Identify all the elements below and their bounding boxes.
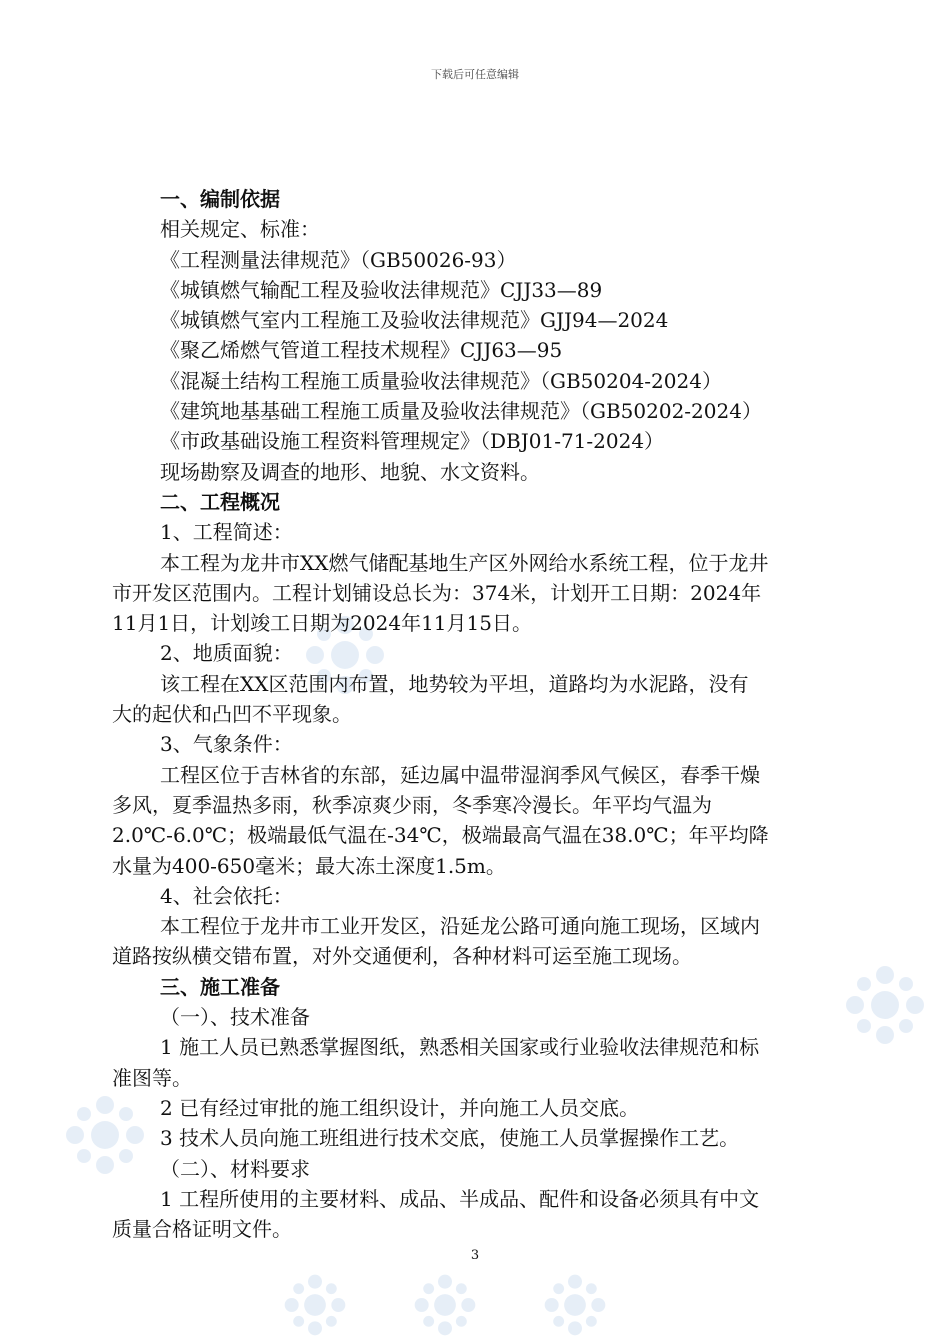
watermark-snowflake-icon [410, 1270, 480, 1340]
text-line: 《市政基础设施工程资料管理规定》（DBJ01-71-2024） [160, 429, 665, 454]
section-heading: 一、编制依据 [160, 187, 280, 211]
watermark-snowflake-icon [540, 1270, 610, 1340]
watermark-snowflake-icon [280, 1270, 350, 1340]
text-line: 1、工程简述： [160, 520, 293, 545]
text-line: 2.0℃-6.0℃；极端最低气温在-34℃，极端最高气温在38.0℃；年平均降 [112, 823, 769, 848]
text-line: 1 施工人员已熟悉掌握图纸，熟悉相关国家或行业验收法律规范和标 [160, 1035, 760, 1060]
text-line: 《建筑地基基础工程施工质量及验收法律规范》（GB50202-2024） [160, 399, 762, 424]
text-line: 2、地质面貌： [160, 641, 293, 666]
text-line: 《城镇燃气输配工程及验收法律规范》CJJ33—89 [160, 277, 603, 302]
watermark-snowflake-icon [840, 960, 930, 1050]
section-heading: 三、施工准备 [160, 974, 280, 999]
section-heading: 二、工程概况 [160, 489, 280, 514]
text-line: 准图等。 [112, 1065, 192, 1090]
document-body [112, 184, 842, 1244]
text-line: （二）、材料要求 [160, 1156, 310, 1181]
text-line: 该工程在XX区范围内布置，地势较为平坦，道路均为水泥路，没有 [160, 671, 749, 696]
page-header: 下载后可任意编辑 [431, 68, 519, 81]
text-line: 大的起伏和凸凹不平现象。 [112, 702, 352, 727]
text-line: 本工程为龙井市XX燃气储配基地生产区外网给水系统工程，位于龙井 [160, 550, 769, 575]
text-line: 质量合格证明文件。 [112, 1217, 292, 1242]
text-line: 市开发区范围内。工程计划铺设总长为：374米，计划开工日期：2024年 [112, 580, 762, 605]
text-line: 3 技术人员向施工班组进行技术交底，使施工人员掌握操作工艺。 [160, 1126, 740, 1151]
text-line: 1 工程所使用的主要材料、成品、半成品、配件和设备必须具有中文 [160, 1186, 760, 1211]
text-line: 相关规定、标准： [160, 217, 320, 242]
text-line: 11月1日，计划竣工日期为2024年11月15日。 [112, 611, 532, 636]
text-line: 《混凝土结构工程施工质量验收法律规范》（GB50204-2024） [160, 368, 722, 393]
text-line: 《工程测量法律规范》（GB50026-93） [160, 247, 517, 272]
text-line: （一）、技术准备 [160, 1005, 310, 1030]
text-line: 4、社会依托： [160, 883, 293, 908]
text-line: 《城镇燃气室内工程施工及验收法律规范》GJJ94—2024 [160, 308, 669, 333]
text-line: 3、气象条件： [160, 732, 293, 757]
text-line: 多风，夏季温热多雨，秋季凉爽少雨，冬季寒冷漫长。年平均气温为 [112, 792, 712, 817]
text-line: 水量为400-650毫米；最大冻土深度1.5m。 [112, 853, 506, 878]
text-line: 2 已有经过审批的施工组织设计，并向施工人员交底。 [160, 1095, 640, 1120]
text-line: 《聚乙烯燃气管道工程技术规程》CJJ63—95 [160, 338, 563, 363]
text-line: 现场勘察及调查的地形、地貌、水文资料。 [160, 459, 540, 484]
page-number: 3 [470, 1248, 480, 1263]
text-line: 工程区位于吉林省的东部，延边属中温带湿润季风气候区，春季干燥 [160, 762, 760, 787]
text-line: 道路按纵横交错布置，对外交通便利，各种材料可运至施工现场。 [112, 944, 692, 969]
text-line: 本工程位于龙井市工业开发区，沿延龙公路可通向施工现场，区域内 [160, 914, 760, 939]
